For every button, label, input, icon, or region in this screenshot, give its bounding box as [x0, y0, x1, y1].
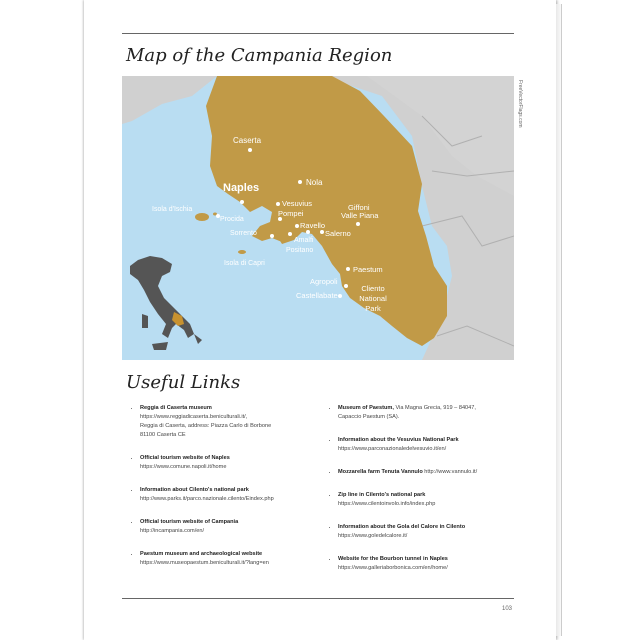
- page-number: 103: [502, 606, 513, 612]
- link-url[interactable]: https://www.cilentoinvolo.info/index.php: [338, 501, 436, 507]
- label-giffoni: Giffoni: [348, 203, 370, 212]
- link-title: Information about the Gola del Calore in Cilento: [338, 524, 466, 530]
- label-amalfi: Amalfi: [294, 237, 314, 244]
- link-item: [328, 491, 518, 509]
- link-title: Mozzarella farm Tenuta Vannulo: [338, 469, 423, 475]
- label-sorrento: Sorrento: [230, 230, 257, 237]
- label-salerno: Salerno: [325, 229, 351, 238]
- link-item: [130, 550, 320, 568]
- links-heading: Useful Links: [126, 372, 241, 393]
- label-castellabate: Castellabate: [296, 291, 338, 300]
- link-item: [328, 468, 518, 477]
- link-url[interactable]: https://www.parconazionaledelvesuvio.it/en/: [338, 446, 447, 452]
- label-ravello: Ravello: [300, 221, 326, 230]
- campania-map: [122, 76, 514, 360]
- link-item: [328, 436, 518, 454]
- link-title: Website for the Bourbon tunnel in Naples: [338, 556, 448, 562]
- link-title: Paestum museum and archaeological website: [140, 551, 263, 557]
- link-item: [328, 555, 518, 573]
- link-item: [130, 404, 320, 440]
- ischia-island: [195, 213, 209, 221]
- label-cilento-3: Park: [365, 304, 381, 313]
- link-url[interactable]: http://incampania.com/en/: [140, 528, 205, 534]
- map-svg: [122, 76, 514, 360]
- label-agropoli: Agropoli: [310, 277, 338, 286]
- label-positano: Positano: [286, 247, 314, 254]
- link-url[interactable]: https://www.comune.napoli.it/home: [140, 464, 227, 470]
- links-right-column: [328, 404, 518, 587]
- link-title: Reggia di Caserta museum: [140, 405, 212, 411]
- bottom-rule: [122, 598, 514, 599]
- label-capri: Isola di Capri: [224, 260, 265, 267]
- label-pompei: Pompei: [278, 209, 304, 218]
- top-rule: [122, 33, 514, 34]
- link-url[interactable]: https://www.goledelcalore.it/: [338, 533, 408, 539]
- link-url[interactable]: https://www.reggiadicaserta.beniculturali.it/,: [140, 414, 248, 420]
- map-credit: [513, 80, 527, 140]
- label-nola: Nola: [306, 178, 323, 187]
- link-title: Information about the Vesuvius National Park: [338, 437, 459, 443]
- link-url[interactable]: http://www.parks.it/parco.nazionale.cilento/Eindex.php: [140, 496, 274, 502]
- link-title: Zip line in Cilento's national park: [338, 492, 426, 498]
- link-title: Official tourism website of Campania: [140, 519, 239, 525]
- label-paestum: Paestum: [353, 265, 383, 274]
- label-cilento-1: Cliento: [361, 284, 385, 293]
- link-item: [130, 486, 320, 504]
- book-page: [84, 0, 556, 640]
- link-url[interactable]: http://www.vannulo.it/: [422, 469, 478, 475]
- link-address: Via Magna Grecia, 919 – 84047,: [393, 405, 476, 411]
- label-valle-piana: Valle Piana: [341, 211, 379, 220]
- link-url[interactable]: https://www.museopaestum.beniculturali.it/?lang=en: [140, 560, 269, 566]
- map-heading: Map of the Campania Region: [126, 45, 393, 66]
- capri-island: [238, 250, 246, 254]
- label-procida: Procida: [220, 216, 244, 223]
- link-title: Museum of Paestum,: [338, 405, 394, 411]
- link-detail: Reggia di Caserta, address: Piazza Carlo di Borbone: [140, 423, 272, 429]
- link-item: [328, 523, 518, 541]
- links-left-column: [130, 404, 320, 582]
- link-detail: 81100 Caserta CE: [140, 432, 186, 438]
- link-item: [130, 454, 320, 472]
- link-item: [328, 404, 518, 422]
- link-title: Official tourism website of Naples: [140, 455, 230, 461]
- label-caserta: Caserta: [233, 136, 262, 145]
- link-title: Information about Cilento's national park: [140, 487, 249, 493]
- link-item: [130, 518, 320, 536]
- label-ischia: Isola d'Ischia: [152, 206, 193, 213]
- label-naples: Naples: [223, 182, 260, 194]
- link-url[interactable]: https://www.galleriaborbonica.com/en/home/: [338, 565, 448, 571]
- credit-text: FreeVectorFlags.com: [517, 80, 523, 128]
- link-detail: Capaccio Paestum (SA).: [338, 414, 400, 420]
- label-vesuvius: Vesuvius: [282, 199, 313, 208]
- label-cilento-2: National: [359, 294, 387, 303]
